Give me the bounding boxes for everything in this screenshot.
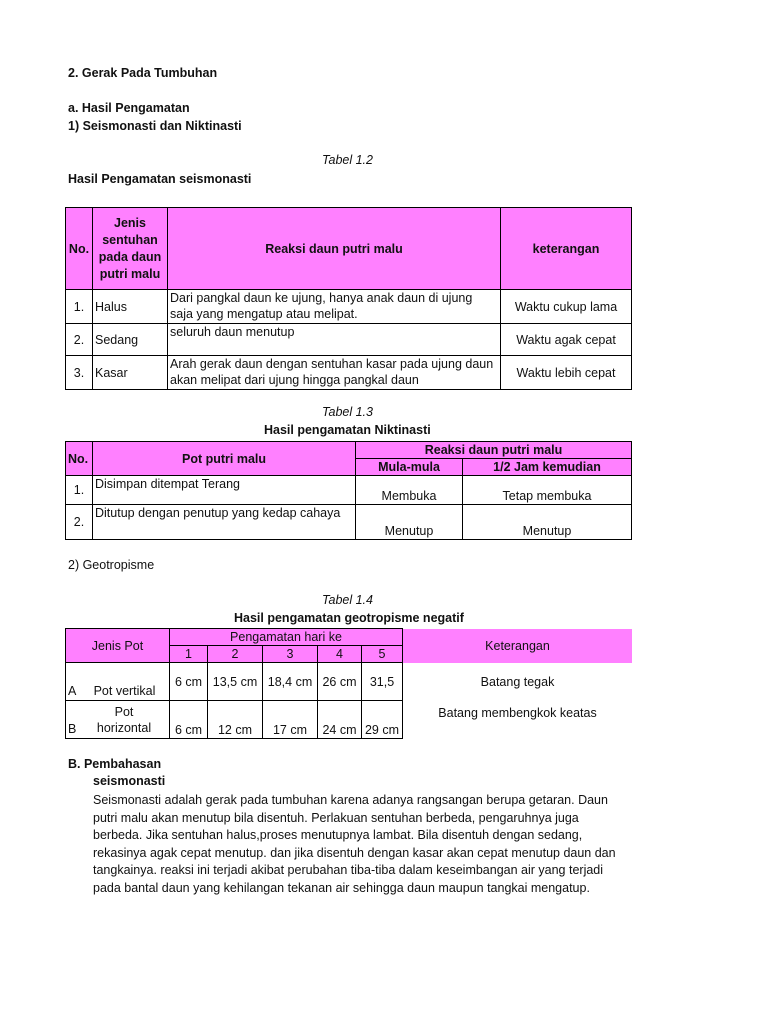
cell-jenis: Kasar [93,356,168,390]
cell-day-5: 29 cm [362,701,403,739]
cell-day-2: 13,5 cm [208,663,263,701]
section-heading: 2. Gerak Pada Tumbuhan [68,66,218,80]
cell-jam: Menutup [463,505,632,540]
table-niktinasti [65,441,632,540]
table-seismonasti [65,207,632,390]
cell-day-1: 6 cm [170,701,208,739]
header-pengamatan: Pengamatan hari ke [170,629,403,646]
header-jam: 1/2 Jam kemudian [463,459,632,476]
cell-no: 2. [66,505,93,540]
subheading-pembahasan: B. Pembahasan [68,757,162,771]
header-pot: Pot putri malu [93,442,356,476]
table-row [66,290,632,324]
subheading-hasil: a. Hasil Pengamatan [68,101,190,115]
cell-day-3: 18,4 cm [263,663,318,701]
table-row [66,324,632,356]
cell-pot [66,701,170,739]
cell-mula: Membuka [356,476,463,505]
table-row [66,701,633,739]
cell-keterangan: Waktu lebih cepat [501,356,632,390]
cell-jam: Tetap membuka [463,476,632,505]
cell-keterangan: Waktu agak cepat [501,324,632,356]
subheading-geotropisme: 2) Geotropisme [68,558,155,572]
table-row [66,663,633,701]
table-header-row [66,208,632,290]
cell-keterangan: Batang membengkok keatas [438,705,597,720]
cell-mula: Menutup [356,505,463,540]
cell-keterangan: Batang tegak [480,674,555,689]
subheading-seismonasti-niktinasti: 1) Seismonasti dan Niktinasti [68,119,242,133]
table-1-2-caption: Tabel 1.2 [322,153,373,167]
cell-reaksi: seluruh daun menutup [168,324,501,356]
row-key: A [68,684,77,698]
header-keterangan: keterangan [501,208,632,290]
cell-day-2: 12 cm [208,701,263,739]
row-key: B [68,722,77,736]
cell-no: 3. [66,356,93,390]
cell-jenis: Halus [93,290,168,324]
header-jenis-pot: Jenis Pot [66,629,170,663]
table-1-4-caption: Tabel 1.4 [322,593,373,607]
header-day-3: 3 [263,646,318,663]
table-header-row [66,629,633,646]
cell-day-5: 31,5 [362,663,403,701]
cell-reaksi: Dari pangkal daun ke ujung, hanya anak daun di ujung saja yang mengatup atau melipat. [168,290,501,324]
cell-no: 2. [66,324,93,356]
pot-name: Pot horizontal [96,704,152,735]
header-day-1: 1 [170,646,208,663]
cell-day-4: 26 cm [318,663,362,701]
table-geotropisme [65,628,632,739]
header-no: No. [66,208,93,290]
header-reaksi: Reaksi daun putri malu [356,442,632,459]
header-keterangan: Keterangan [403,629,633,663]
table-row [66,476,632,505]
header-jenis-sentuhan: Jenis sentuhan pada daun putri malu [93,208,168,290]
table-1-2-title: Hasil Pengamatan seismonasti [68,172,252,186]
table-row [66,505,632,540]
header-reaksi: Reaksi daun putri malu [168,208,501,290]
cell-no: 1. [66,290,93,324]
cell-pot: Ditutup dengan penutup yang kedap cahaya [93,505,356,540]
table-row [66,356,632,390]
table-1-3-caption: Tabel 1.3 [322,405,373,419]
table-1-3-title: Hasil pengamatan Niktinasti [264,423,431,437]
header-day-5: 5 [362,646,403,663]
table-1-4-title: Hasil pengamatan geotropisme negatif [234,611,464,625]
cell-pot: Disimpan ditempat Terang [93,476,356,505]
discussion-paragraph: Seismonasti adalah gerak pada tumbuhan karena adanya rangsangan berupa getaran. Daun putri malu akan menutup bila disentuh. Perlakuan sentuhan berbeda, pengaruhnya juga berbeda. Jika sentuhan halus,proses menutupnya lambat. Bila disentuh dengan sedang, rekasinya agak cepat menutup. dan jika disentuh dengan kasar akan cepat menutup daun dan tangkainya. reaksi ini terjadi akibat perubahan tiba-tiba dalam keseimbangan air yang terjadi pada bantal daun yang kehilangan tekanan air sehingga daun maupun tangkai mengatup. [93,793,616,895]
cell-pot [66,663,170,701]
header-mula: Mula-mula [356,459,463,476]
pot-name: Pot vertikal [93,683,156,698]
cell-day-3: 17 cm [263,701,318,739]
header-day-2: 2 [208,646,263,663]
cell-jenis: Sedang [93,324,168,356]
table-header-row [66,442,632,459]
cell-day-1: 6 cm [170,663,208,701]
header-no: No. [66,442,93,476]
cell-day-4: 24 cm [318,701,362,739]
subheading-seismonasti: seismonasti [93,774,166,788]
cell-no: 1. [66,476,93,505]
header-day-4: 4 [318,646,362,663]
cell-reaksi: Arah gerak daun dengan sentuhan kasar pada ujung daun akan melipat dari ujung hingga pangkal daun [168,356,501,390]
cell-keterangan: Waktu cukup lama [501,290,632,324]
